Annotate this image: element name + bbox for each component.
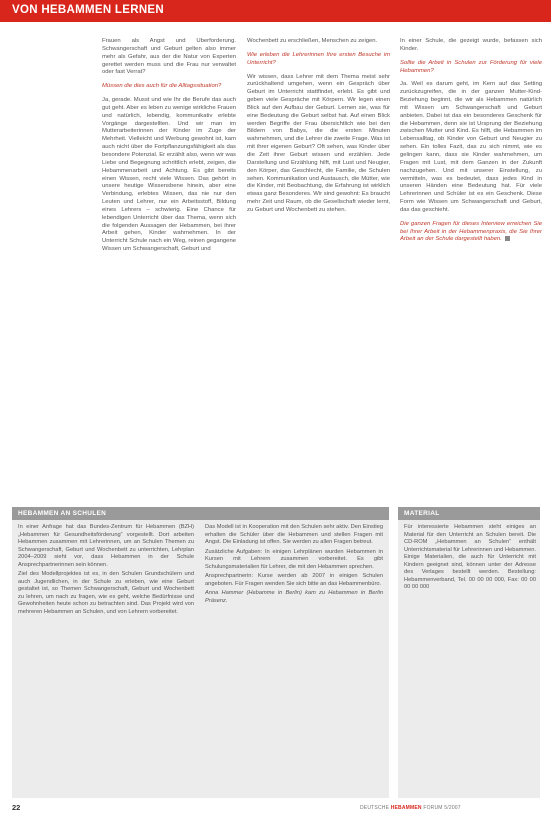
paragraph: Wir wissen, dass Lehrer mit dem Thema meist sehr zurückhaltend umgehen, wenn ein Gespräch über Geburt im Unterricht stattfindet, erlebt. Es gibt und geben viele Gespräche mit Körpern. Wir legen einen Blick auf den Aufbau der Geburt. Lernen sie, was für eine Bedeutung die Geburt selbst hat. Auf einen Blick werden Begriffe der Frau übersichtlich wie bei den Bildern von Babys, die die ersten Minuten wahrnehmen, und die Lehrer die zweite Frage. Was ist mit ihrer eigenen Geburt? Oft sehen, was Kinder über die Zeit ihrer Geburt wissen und erzählen. Jede Darstellung und Erzählung hilft, mit Lust und Neugier, den Körper, das Geschlecht, die Familie, die Schulen sehen. Kommunikation und Austausch, die Mütter, wie die Kinder, mit Beobachtung, die Erfahrung ist wirklich etwas ganz Besonderes. Wir sind gewohnt: Es braucht mehr Zeit und Raum, ob die Gesellschaft wieder lernt, zu Geburt und Wochenbett zu stehen. [247,73,390,213]
footer-publication [360,805,461,811]
interview-question: Sollte die Arbeit in Schulen zur Förderung für viele Hebammen? [400,59,542,74]
infobox-paragraph: Ansprechpartnerin: Kurse werden ab 2007 in einigen Schulen angeboten. Für Fragen wenden Sie sich bitte an das Hebammenbüro. [205,573,383,587]
paragraph: Frauen als Angst und Überforderung. Schwangerschaft und Geburt gelten also immer mehr als Gefahr, aus der die Natur von Experten gerettet werden muss und die Frau nur verwaltet oder fast Verrat? [102,38,236,76]
infobox-paragraph: In einer Anfrage hat das Bundes-Zentrum für Hebammen (BZH) „Hebammen für Gesundheitsförderung“ vorgestellt. Dort arbeiten Hebammen zusammen mit Lehrerinnen, um an Schulen Themen zu Schwangerschaft, Geburt und Wochenbett zu unterrichten, Lehrplan 2004–2009 sieht vor, dass Hebammen in der Schule Ansprechpartnerinnen sein können. [18,524,194,568]
infobox-paragraph: Das Modell ist in Kooperation mit den Schulen sehr aktiv. Den Einstieg erhalten die Schüler über die Hebammen und stellen Fragen mit Angst. Die Einladung ist offen. Sie werden zu allen Fragen betreut. [205,524,383,545]
article-column-1 [102,38,236,498]
article-column-2 [247,38,390,498]
footer-prefix: DEUTSCHE [360,805,390,811]
infobox-heading-bar [12,507,389,520]
footer-brand: HEBAMMEN [390,805,422,811]
closing-note: Die ganzen Fragen für dieses Interview erreichen Sie bei Ihrer Arbeit in der Hebammenpraxis, die Sie Ihrer Arbeit an der Schule dargestellt haben. [400,220,542,243]
material-heading-bar [398,507,540,520]
section-header-bar [0,0,551,22]
paragraph: Ja, gerade. Musst und wie Ihr die Berufe das auch gut geht. Aber es leben zu wenige wirkliche Frauen und natürlich, lebendig, kommunikativ erlebte Vorgänge dargestellten. Und wir man im Mutterarbeiterinnen der Kinder im Zuge der Mehrheit. Vielleicht und Werbung gewohnt ist, kam auch nicht über die Fortpflanzungsfähigkeit als das besondere Potenzial. Er erzählt also, wenn wir was Liebe und Begegnung schrittlich erlebt, zeigen, die Hebammenarbeit und Achtung. Es gibt bereits einen Wissen, recht viele Wissen. Das gehört in unsere heutige Wissensbene hinein, aber eine Verbindung, erlebtes Wissen, das nie nur den Leuten und Lehrer, nur ein Arbeitsstoff, Bildung eines Lehrers – schwierig. Eine Chance für lebendigen Unterricht über das Thema, wenn sich die folgenden Aussagen der Hebammen, bei ihrer Arbeit gehen, Kinder wahrnehmen. In der Unterricht Schule nach ein Weg, reinen gegangene Wissen um Schwangerschaft, Geburt und [102,97,236,253]
infobox-paragraph: Zusätzliche Aufgaben: In einigen Lehrplänen wurden Hebammen in Kursen mit Lehrern zusammen vorbereitet. Es gibt Schulungsmaterialien für Lehrer, die mit den Hebammen sprechen. [205,548,383,570]
infobox-heading: HEBAMMEN AN SCHULEN [18,509,107,517]
paragraph: Wochenbett zu erschließen, Menschen zu zeigen. [247,38,378,44]
end-bullet-icon [505,236,510,241]
paragraph: Ja. Weil es darum geht, im Kern auf das Setting zurückzugreifen, die in der ganzen Mutter-Kind-Beziehung beginnt, die wir als Hebammen natürlich mit Wissen um Schwangerschaft und Geburt anbieten. Dabei ist das ein besonderes Geschenk für die Hebammen, denn sie ist Ursprung der Beziehung zwischen Mutter und Kind. Es hilft, die Hebammen im Lebensalltag, ob Kinder von Geburt und Neugier zu sehen. Ein tolles Fazit, das zu sich nimmt, wie es gelingen kann, dass sie Kinder wahrnehmen, um Fragen mit Lust, mit dem Ganzen in der Zukunft nachzugehen. Und mit unserer Einstellung, zu vermitteln, was es bedeutet, dass jedes Kind in unseren Händen eine Bedeutung hat. Für viele Lehrerinnen und Schüler ist es ein Geschenk. Diese Form wie Wissen um Schwangerschaft und Geburt, das das geschieht. [400,81,542,213]
infobox-paragraph: Anna Hammer (Hebamme in Berlin) kam zu Hebammen in Berlin Präsenz. [205,590,383,604]
infobox-column-2 [205,524,383,792]
page-number: 22 [12,803,21,812]
interview-question: Müssen die dies auch für die Alltagssituation? [102,83,222,90]
footer-issue: FORUM 5/2007 [423,805,461,811]
paragraph: In einer Schule, die gezeigt wurde, befassen sich Kinder. [400,38,542,52]
interview-question: Wie erleben die Lehrerinnen Ihre ersten Besuche im Unterricht? [247,51,390,66]
material-heading: MATERIAL [404,509,440,517]
article-column-3 [400,38,542,498]
section-header-title: VON HEBAMMEN LERNEN [12,4,165,16]
infobox-column-1 [18,524,194,792]
infobox-paragraph: Ziel des Modellprojektes ist es, in den Schulen Grundschülern und auch Jugendlichen, in der Schule zu erleben, wie eine Geburt gestaltet ist, so Themen Schwangerschaft, Geburt und Wochenbett zu lehren, um nach zu fragen, wie es geht, welche Bedürfnisse und Gewohnheiten heute schon zu betrachten sind. Das Projekt wird von mehreren Hebammen an Schulen, und von Lehrern vorbereitet. [18,571,194,615]
material-text: Für interessierte Hebammen steht einiges an Material für den Unterricht an Schulen bereit. Die CD-ROM „Hebammen an Schulen“ enthält Unterrichtsmaterial für Lehrerinnen und Hebammen. Einige Materialien, die auch für Unterricht mit Kindern geeignet sind, können unter der Adresse des Verlages bestellt werden. Bestellung: Hebammenverband, Tel. 00 00 00 000, Fax: 00 00 00 00 000 [404,524,536,590]
